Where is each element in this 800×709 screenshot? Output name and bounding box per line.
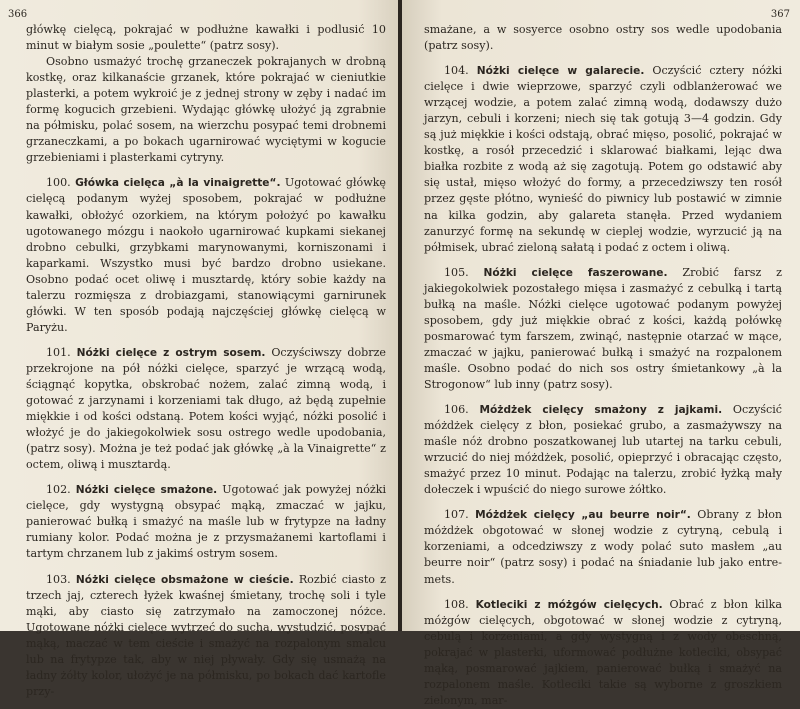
recipe-title: Nóżki cielęce smażone. [75, 484, 218, 497]
recipe-title: Kotleciki z móżgów cielęcych. [475, 598, 663, 611]
recipe-number: 103. [46, 572, 71, 586]
recipe-number: 100. [46, 176, 71, 190]
recipe-number: 104. [444, 64, 469, 78]
left-page [0, 0, 398, 698]
recipe-text: Oczyścić cztery nóżki cielęce i dwie wieprzowe, sparzyć czyli odblanżerować we wrzącej wodzie, a potem zalać zimną wodą, dodawszy dużo jarzyn, cebuli i korzeni; niech się tak gotują 3—4 godzin. Gdy są już miękkie i kości odstają, obrać mięso, posolić, pokrajać w kostkę, a rosół przecedzić i sklarować białkami, lejąc dwa białka rozbite z wodą aż się zagotują. Potem go odstawić aby się ustał, mięso włożyć do formy, a przecedziwszy ten rosół przez gęste płótno, wynieść do piwnicy lub postawić w zimnie na kilka godzin, aby galareta stanęła. Przed wydaniem zanurzyć formę na sekundę w cieplej wodzie, wyrzucić ją na półmisek, ubrać zieloną sałatą i podać z octem i oliwą. [424, 64, 783, 254]
page-body [424, 22, 782, 709]
recipe-paragraph [26, 345, 386, 473]
recipe-title: Nóżki cielęce w galarecie. [476, 65, 645, 78]
recipe-paragraph [424, 63, 782, 256]
recipe-text: Obrać z błon kilka móżgów cielęcych, obgotować w słonej wodzie z cytryną, cebulą i korzeniami, a gdy wystygną i z wody obeschną, pokrajać w plasterki, uformować podłużne kotleciki, obsypać mąką, posmarować jajkiem, panierować bułką i smażyć na rozpalonem maśle. Kotleciki takie są wyborne z groszkiem zielonym, mar- [424, 597, 782, 707]
recipe-paragraph [424, 265, 782, 393]
recipe-number: 105. [444, 265, 469, 279]
recipe-paragraph [424, 402, 782, 498]
page-number: 367 [770, 9, 790, 20]
recipe-title: Nóżki cielęce z ostrym sosem. [76, 346, 266, 359]
recipe-title: Główka cielęca „à la vinaigrette“. [75, 177, 281, 190]
recipe-paragraph [26, 572, 386, 700]
recipe-number: 106. [444, 403, 469, 417]
recipe-title: Móżdżek cielęcy smażony z jajkami. [479, 404, 723, 417]
right-page [402, 0, 800, 707]
page-number: 366 [8, 9, 28, 20]
page-body [26, 22, 386, 700]
recipe-text: Zrobić farsz z jakiegokolwiek pozostałego mięsa i zasmażyć z cebulką i tartą bułką na maśle. Nóżki cielęce ugotować podanym powyżej sposobem, gdy już miękkie obrać z kości, każdą połówkę posmarować tym farszem, zwinąć, następnie otarzać w mące, zmaczać w jajku, panierować bułką i smażyć na rozpalonem maśle. Osobno podać do nich sos ostry śmietankowy „à la Strogonow“ lub inny (patrz sosy). [424, 265, 782, 391]
recipe-text: Oczyścić móżdżek cielęcy z błon, posiekać grubo, a zasmażywszy na maśle nóż drobno poszatkowanej lub utartej na tarku cebuli, wrzucić do niej móżdżek, posolić, opieprzyć i obracając często, smażyć przez 10 minut. Podając na talerzu, zrobić łyżką mały dołeczek i wpuścić do niego surowe żółtko. [424, 403, 783, 497]
recipe-title: Nóżki cielęce obsmażone w cieście. [75, 573, 294, 586]
body-paragraph: Osobno usmażyć trochę grzaneczek pokrajanych w drobną kostkę, oraz kilkanaście grzanek, które pokrajać w cieniutkie plasterki, a potem wykroić je z jednej strony w zęby i nadać im formę kogucich grzebieni. Wydając główkę ułożyć ją zgrabnie na półmisku, polać sosem, na wierzchu posypać temi drobnemi grzaneczkami, a po bokach ugarnirować wyciętymi w kogucie grzebieniami i plasterkami cytryny. [26, 55, 386, 165]
body-paragraph: smażane, a w sosyerce osobno ostry sos wedle upodobania (patrz sosy). [424, 23, 782, 53]
recipe-number: 102. [46, 483, 71, 497]
recipe-text: Obrany z błon móżdżek obgotować w słonej wodzie z cytryną, cebulą i korzeniami, a odcedziwszy z wody polać suto masłem „au beurre noir“ (patrz sosy) i podać na śniadanie lub jako entre-mets. [424, 508, 783, 586]
recipe-number: 101. [46, 345, 71, 359]
recipe-text: Rozbić ciasto z trzech jaj, czterech łyżek kwaśnej śmietany, trochę soli i tyle mąki, aby ciasto się zatrzymało na zamoczonej nóżce. Ugotowane nóżki cielęce wytrzeć do sucha, wystudzić, posypać mąką, maczać w tem cieście i smażyć na rozpalonym smalcu lub na frytурze tak, aby w niej pływały. Gdy się usmażą na ładny żółty kolor, ułożyć je na półmisku, po bokach dać kartofle przy- [26, 572, 387, 698]
recipe-paragraph [424, 507, 782, 587]
recipe-title: Nóżki cielęce faszerowane. [483, 266, 668, 279]
recipe-paragraph [26, 482, 386, 562]
recipe-number: 107. [444, 508, 469, 522]
recipe-paragraph [26, 175, 386, 335]
recipe-title: Móżdżek cielęcy „au beurre noir“. [475, 509, 691, 522]
recipe-number: 108. [444, 597, 469, 611]
recipe-text: Ugotować główkę cielęcą podanym wyżej sposobem, pokrajać w podłużne kawałki, obłożyć ozorkiem, na którym położyć po kawałku ugotowanego mózgu i naokoło ugarnirować kupkami siekanej drobno cebulki, grzybkami marynowanymi, korniszonami i kaparkami. Wszystko musi być bardzo drobno usiekane. Osobno podać ocet oliwę i musztardę, który sobie każdy na talerzu rozmięsza z drobiazgami, stanowiącymi garnirunek główki. W ten sposób podają najczęściej główkę cielęcą w Paryżu. [26, 176, 386, 334]
recipe-text: Ugotować jak powyżej nóżki cielęce, gdy wystygną obsypać mąką, zmaczać w jajku, panierować bułką i smażyć na maśle lub w frytурze na ładny rumiany kolor. Podać można je z przysmażanemi kartoflami i tartym chrzanem lub z jakimś ostrym sosem. [26, 483, 386, 561]
body-paragraph: główkę cielęcą, pokrajać w podłużne kawałki i podlusić 10 minut w białym sosie „poulette“ (patrz sosy). [26, 23, 386, 53]
recipe-paragraph [424, 597, 782, 709]
recipe-text: Oczyściwszy dobrze przekrojone na pół nóżki cielęce, sparzyć je wrzącą wodą, ściągnąć kopytka, obskrobać nożem, zalać zimną wodą, i gotować z jarzynami i korzeniami tak długo, aż będą zupełnie miękkie i od kości odstaną. Potem kości wyjąć, nóżki posolić i włożyć je do jakiegokolwiek sosu ostrego wedle upodobania, (patrz sosy). Można je też podać jak główkę „à la Vinaigrette“ z octem, oliwą i musztardą. [26, 345, 386, 472]
